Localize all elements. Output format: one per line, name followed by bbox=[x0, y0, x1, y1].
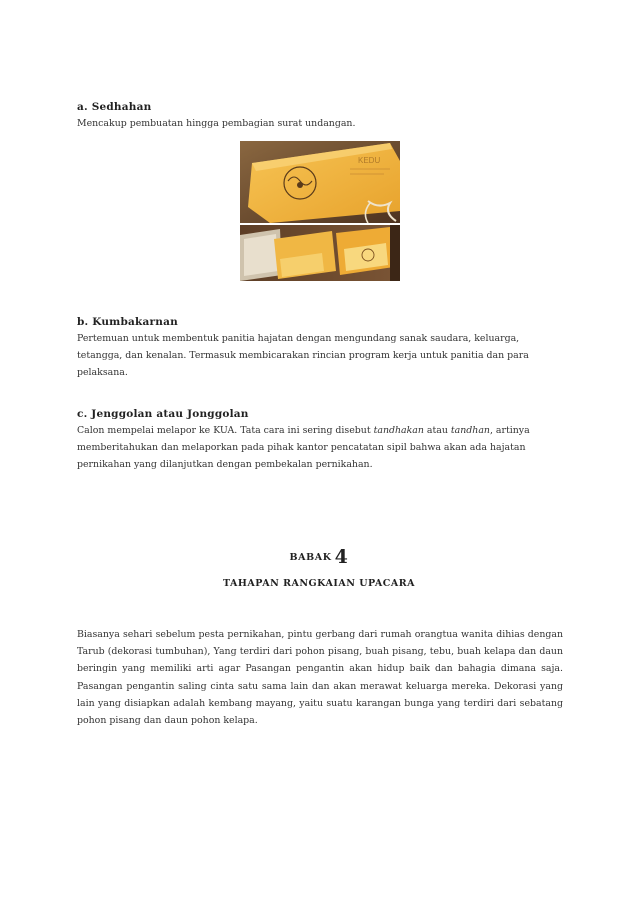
section-kumbakarnan bbox=[77, 315, 563, 381]
chapter-label-text: BABAK bbox=[289, 552, 332, 563]
chapter-label bbox=[0, 546, 638, 568]
body-paragraph: Biasanya sehari sebelum pesta pernikahan, pintu gerbang dari rumah orangtua wanita dihias dengan Tarub (dekorasi tumbuhan), Yang terdiri dari pohon pisang, buah pisang, tebu, buah kelapa dan daun beringin yang memiliki arti agar Pasangan pengantin akan hidup baik dan bahagia dimana saja. Pasangan pengantin saling cinta satu sama lain dan akan merawat keluarga mereka. Dekorasi yang lain yang disiapkan adalah kembang mayang, yaitu suatu karangan bunga yang terdiri dari sebatang pohon pisang dan daun pohon kelapa. bbox=[77, 629, 563, 727]
section-heading: c. Jenggolan atau Jonggolan bbox=[77, 408, 249, 420]
chapter-number: 4 bbox=[334, 546, 349, 568]
card-text: KEDU bbox=[358, 156, 381, 165]
invitation-card-photo bbox=[240, 141, 400, 223]
section-text-line: tetangga, dan kenalan. Termasuk membicarakan rincian program kerja untuk panitia dan para bbox=[77, 350, 529, 361]
section-sedhahan bbox=[77, 100, 563, 132]
section-text-line bbox=[77, 422, 563, 439]
italic-term: tandhakan bbox=[373, 425, 424, 436]
text-run: atau bbox=[423, 425, 451, 436]
section-heading: a. Sedhahan bbox=[77, 101, 152, 113]
italic-term: tandhan bbox=[450, 425, 490, 436]
section-text-line: pernikahan yang dilanjutkan dengan pembekalan pernikahan. bbox=[77, 459, 373, 470]
section-text-line: memberitahukan dan melaporkan pada pihak kantor pencatatan sipil bahwa akan ada hajatan bbox=[77, 442, 526, 453]
body-paragraph-block bbox=[77, 626, 563, 729]
invitation-photos bbox=[240, 141, 400, 281]
invitation-set-image bbox=[240, 225, 400, 281]
invitation-card-image bbox=[240, 141, 400, 223]
text-run: , artinya bbox=[489, 425, 530, 436]
chapter-title: TAHAPAN RANGKAIAN UPACARA bbox=[223, 578, 415, 589]
invitation-set-photo bbox=[240, 225, 400, 281]
text-run: Calon mempelai melapor ke KUA. Tata cara ini sering disebut bbox=[77, 425, 374, 436]
section-jenggolan bbox=[77, 407, 563, 473]
section-text-line: pelaksana. bbox=[77, 367, 128, 378]
section-text: Mencakup pembuatan hingga pembagian surat undangan. bbox=[77, 118, 356, 129]
section-heading: b. Kumbakarnan bbox=[77, 316, 178, 328]
section-text-line: Pertemuan untuk membentuk panitia hajatan dengan mengundang sanak saudara, keluarga, bbox=[77, 333, 520, 344]
